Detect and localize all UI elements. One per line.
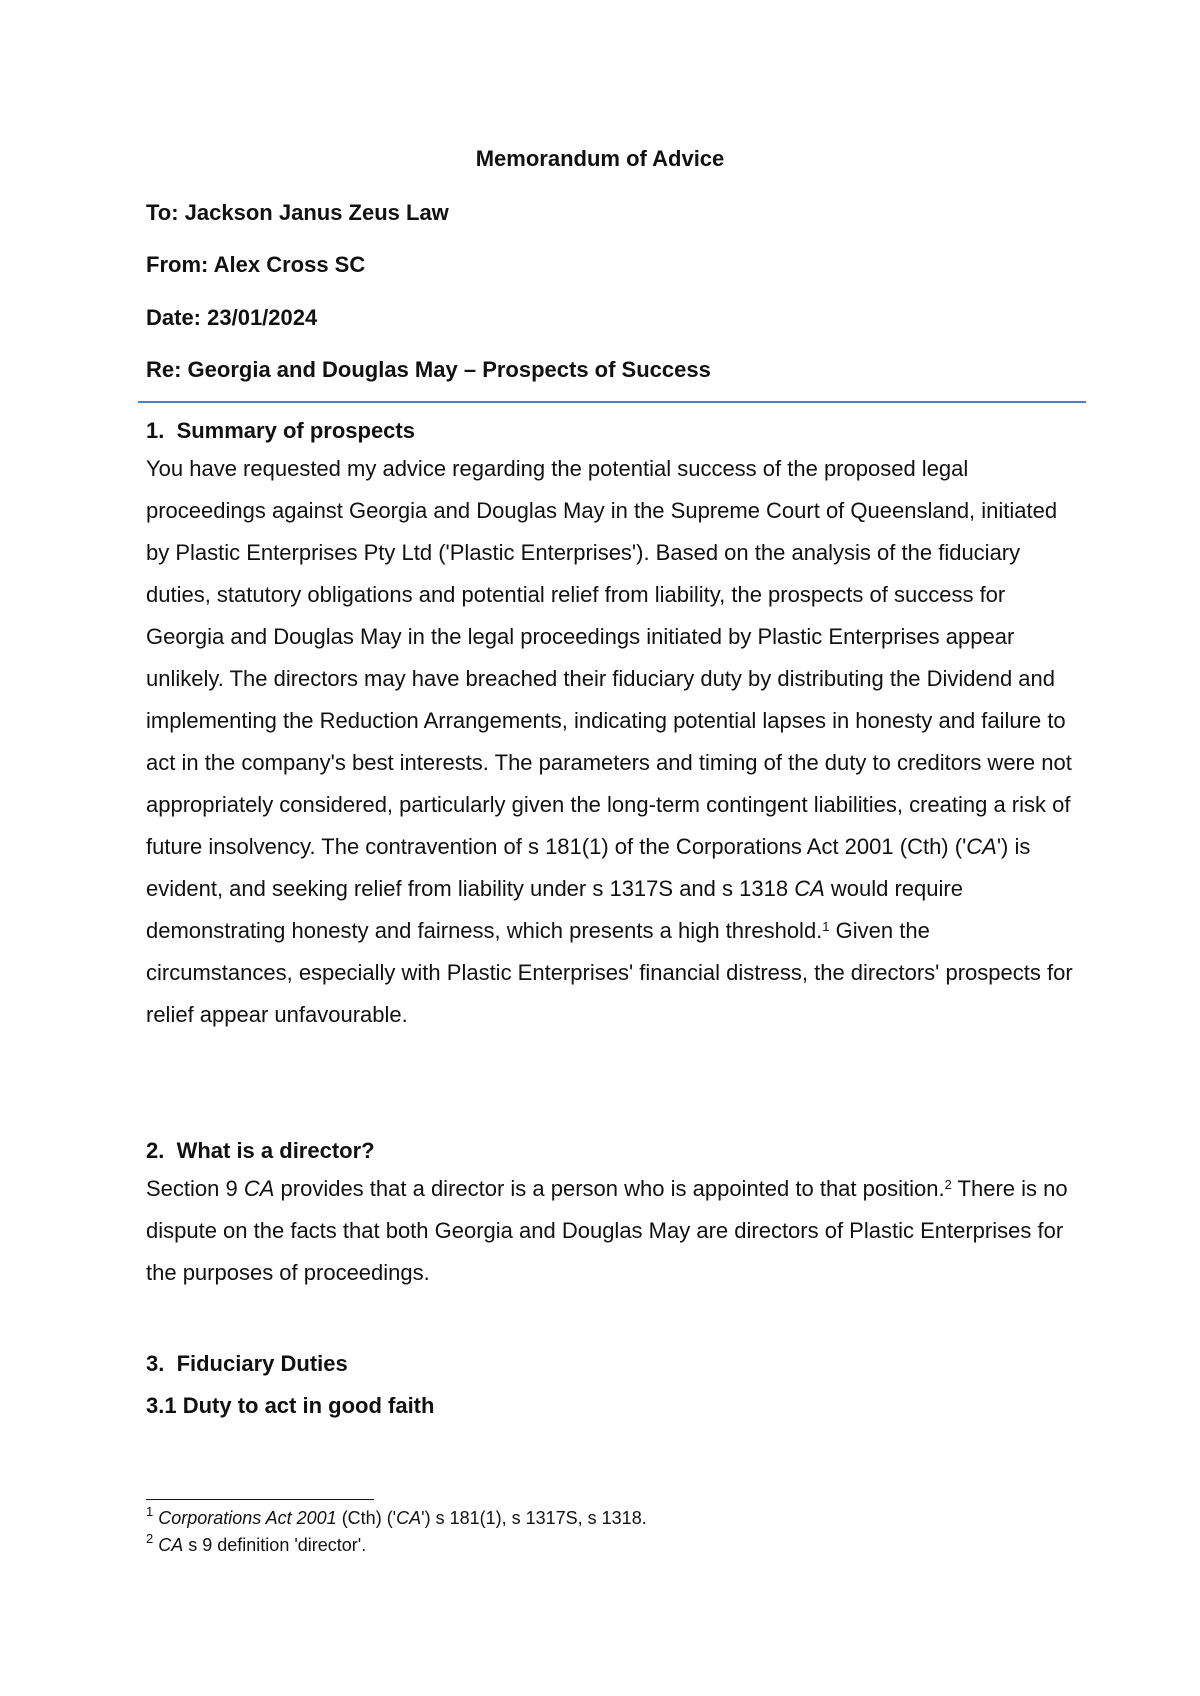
section-2-body: Section 9 CA provides that a director is a person who is appointed to that position.$^2$ There is no dispute on the facts that both Georgia and Douglas May are directors of Plastic Enterprises for the purposes of proceedings. bbox=[146, 1176, 1068, 1285]
memo-date: Date: 23/01/2024 bbox=[146, 305, 318, 330]
section-3-heading: 3. Fiduciary Duties bbox=[146, 1351, 348, 1376]
footnote-1: $^1$ Corporations Act 2001 (Cth) ('CA') s 181(1), s 1317S, s 1318. bbox=[146, 1504, 647, 1528]
memo-re: Re: Georgia and Douglas May – Prospects of Success bbox=[146, 357, 711, 382]
footnote-ref-2: 2 bbox=[944, 1177, 952, 1192]
memo-from: From: Alex Cross SC bbox=[146, 252, 366, 277]
memo-to: To: Jackson Janus Zeus Law bbox=[146, 200, 449, 225]
footnote-divider bbox=[146, 1499, 374, 1500]
footnote-2: $^2$ CA s 9 definition 'director'. bbox=[146, 1531, 367, 1555]
section-3-1-heading: 3.1 Duty to act in good faith bbox=[146, 1393, 435, 1418]
section-2-heading: 2. What is a director? bbox=[146, 1138, 375, 1163]
memo-title: Memorandum of Advice bbox=[475, 146, 725, 171]
footnote-ref-1: 1 bbox=[822, 919, 830, 934]
section-1-heading: 1. Summary of prospects bbox=[146, 418, 415, 443]
section-1-body: You have requested my advice regarding the potential success of the proposed legal proceedings against Georgia and Douglas May in the Supreme Court of Queensland, initiated by Plastic Enterprises Pty Ltd ('Plastic Enterprises'). Based on the analysis of the fiduciary duties, statutory obligations and potential relief from liability, the prospects of success for Georgia and Douglas May in the legal proceedings initiated by Plastic Enterprises appear unlikely. The directors may have breached their fiduciary duty by distributing the Dividend and implementing the Reduction Arrangements, indicating potential lapses in honesty and failure to act in the company's best interests. The parameters and timing of the duty to creditors were not appropriately considered, particularly given the long-term contingent liabilities, creating a risk of future insolvency. The contravention of s 181(1) of the Corporations Act 2001 (Cth) ('CA') is evident, and seeking relief from liability under s 1317S and s 1318 CA would require demonstrating honesty and fairness, which presents a high threshold.$^1$ Given the circumstances, especially with Plastic Enterprises' financial distress, the directors' prospects for relief appear unfavourable. bbox=[146, 456, 1073, 1027]
heading-divider bbox=[138, 401, 1086, 403]
